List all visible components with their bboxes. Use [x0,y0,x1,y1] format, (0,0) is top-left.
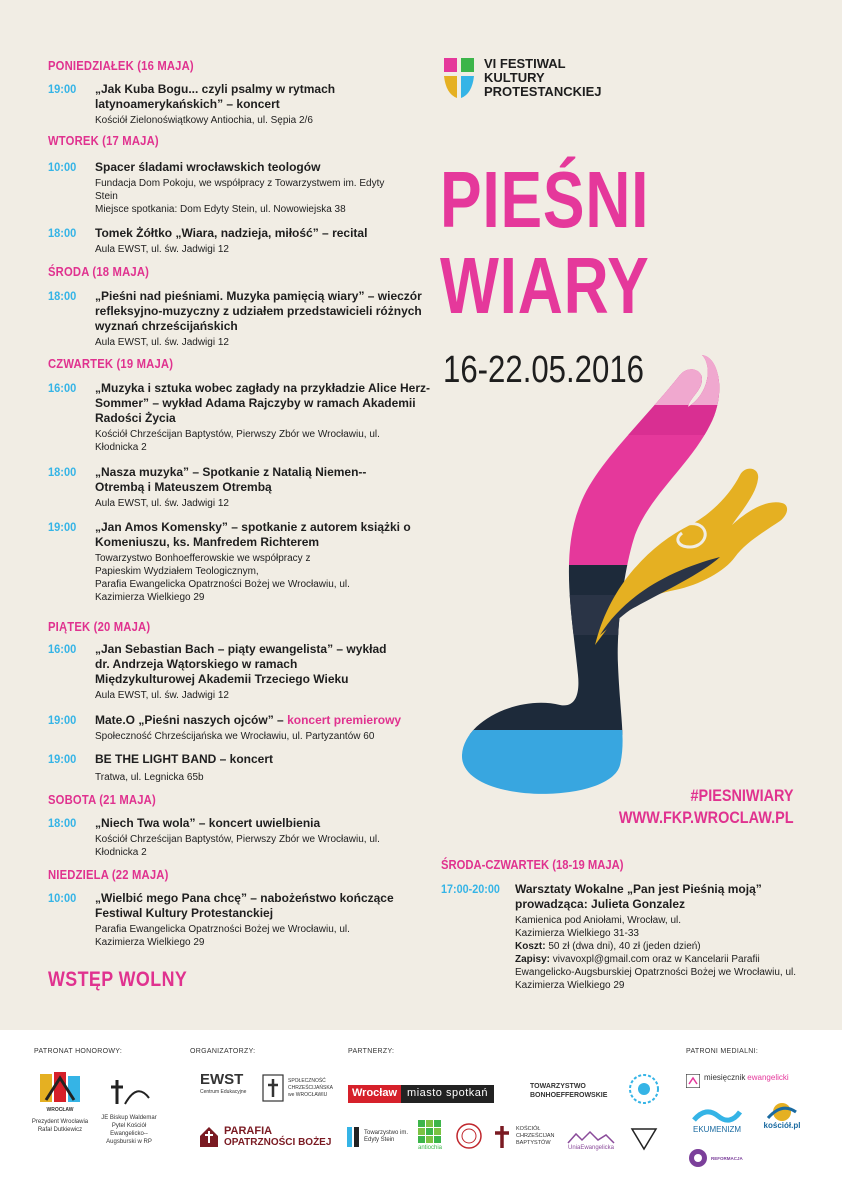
bonhoeffer-partner: TOWARZYSTWO BONHOEFFEROWSKIE [530,1083,608,1099]
event-organizer: Towarzystwo Bonhoefferowskie we współpracy z Papieskim Wydziałem Teologicznym, [95,553,311,577]
organizers-heading: ORGANIZATORZY: [190,1048,256,1055]
patron-wroclaw-caption: Prezydent Wrocławia Rafał Dutkiewicz [31,1119,89,1133]
event-title: „Wielbić mego Pana chcę” – nabożeństwo kończące Festiwal Kultury Protestanckiej [95,891,394,920]
event-title: „Muzyka i sztuka wobec zagłady na przykładzie Alice Herz-Sommer” – wykład Adama Rajczyby w ramach Akademii Radości Życia [95,381,430,425]
parafia-logo-text: PARAFIA [224,1125,273,1137]
social-links [619,785,794,829]
ekumenizm-wave-icon [692,1104,742,1126]
partners-heading: PARTNERZY: [348,1048,395,1055]
event-location: Kościół Chrześcijan Baptystów, Pierwszy Zbór we Wrocławiu, ul. Kłodnicka 2 [95,429,380,453]
sponsors-footer [0,1030,842,1191]
workshop-day-heading: ŚRODA-CZWARTEK (18-19 MAJA) [441,858,624,872]
event-title: „Niech Twa wola” – koncert uwielbienia [95,816,321,830]
event-location: Miejsce spotkania: Dom Edyty Stein, ul. Nowowiejska 38 [95,204,346,215]
patron-wroclaw-logo-text: WROCŁAW [46,1107,74,1113]
day-heading-friday: PIĄTEK (20 MAJA) [48,620,151,634]
event-title: „Jan Amos Komensky” – spotkanie z autorem książki o Komeniuszu, ks. Manfredem Richterem [95,520,411,549]
day-heading-saturday: SOBOTA (21 MAJA) [48,793,156,807]
event-time: 16:00 [48,642,77,656]
parafia-church-icon [198,1126,220,1148]
event-time: 19:00 [48,82,77,96]
wroclaw-miasto-spotkan-logo [348,1085,516,1103]
event-location: Aula EWST, ul. św. Jadwigi 12 [95,690,229,701]
ewst-logo-text: EWST [200,1071,244,1088]
miesiecznik-text-b: ewangelicki [747,1073,789,1082]
event-location: Kościół Chrześcijan Baptystów, Pierwszy Zbór we Wrocławiu, ul. Kłodnicka 2 [95,834,380,858]
reformacja-media [688,1148,748,1168]
spolecznosc-logo-text: SPOŁECZNOŚĆ CHRZEŚCIJAŃSKA we WROCŁAWIU [288,1078,333,1098]
event-time: 19:00 [48,752,77,766]
event-time: 18:00 [48,816,77,830]
baptist-text: KOŚCIÓŁ CHRZEŚCIJAN BAPTYSTÓW [516,1126,555,1146]
parafia-organizer [198,1126,338,1148]
event-location: Aula EWST, ul. św. Jadwigi 12 [95,244,229,255]
workshop-signup [515,953,805,992]
church-logo-icon [107,1078,151,1106]
wroclaw-logo-icon [38,1070,82,1106]
free-entry-label: WSTĘP WOLNY [48,968,188,991]
edyta-stein-icon [346,1126,360,1148]
event-location: Tratwa, ul. Legnicka 65b [95,772,204,783]
seal-logo-icon [455,1122,483,1150]
baptist-partner [492,1124,562,1150]
event-time: 10:00 [48,160,77,174]
antiochia-grid-icon [418,1120,442,1144]
workshop-cost-value: 50 zł (dwa dni), 40 zł (jeden dzień) [545,941,701,952]
bonhoeffer-wreath-icon [624,1072,664,1106]
event-title: Tomek Żółtko „Wiara, nadzieja, miłość” – recital [95,226,368,240]
title-line-2: WIARY [440,241,650,330]
bishop-patron [98,1078,160,1146]
edyta-stein-partner [346,1126,412,1148]
event-title: „Nasza muzyka” – Spotkanie z Natalią Niemen--Otrembą i Mateuszem Otrembą [95,465,367,494]
event-time: 19:00 [48,520,77,534]
event-location: Aula EWST, ul. św. Jadwigi 12 [95,337,229,348]
event-title: „Jak Kuba Bogu... czyli psalmy w rytmach latynoamerykańskich” – koncert [95,82,336,111]
day-heading-monday: PONIEDZIAŁEK (16 MAJA) [48,59,194,73]
event-title: „Pieśni nad pieśniami. Muzyka pamięcią wiary” – wieczór refleksyjno-muzyczny z udziałem przedstawicieli różnych wyznań chrześcijańskich [95,289,422,333]
kosciol-pl-icon [764,1102,800,1122]
wroclaw-logo-slogan: miasto spotkań [401,1085,494,1103]
event-time: 10:00 [48,891,77,905]
event-location: Parafia Ewangelicka Opatrzności Bożej we Wrocławiu, ul. Kazimierza Wielkiego 29 [95,579,350,603]
event-title [95,713,435,728]
ewst-organizer [190,1072,250,1096]
event-location: Społeczność Chrześcijańska we Wrocławiu, ul. Partyzantów 60 [95,731,375,742]
logo-line-1: VI FESTIWAL [484,56,566,71]
event-location: Aula EWST, ul. św. Jadwigi 12 [95,498,229,509]
event-location: Parafia Ewangelicka Opatrzności Bożej we Wrocławiu, ul. Kazimierza Wielkiego 29 [95,924,350,948]
logo-line-2: KULTURY [484,70,545,85]
event-organizer: Fundacja Dom Pokoju, we współpracy z Towarzystwem im. Edyty Stein [95,178,385,202]
miesiecznik-text-a: miesięcznik [704,1073,746,1082]
website-link[interactable]: WWW.FKP.WROCLAW.PL [619,808,794,827]
event-time: 18:00 [48,465,77,479]
wroclaw-patron [30,1070,90,1134]
workshop-cost [515,940,805,953]
workshop-signup-label: Zapisy: [515,954,551,965]
parafia-logo-subtext: OPATRZNOŚCI BOŻEJ [224,1137,332,1148]
event-time: 16:00 [48,381,77,395]
patron-bishop-caption: JE Biskup Waldemar Pytel Kościół Ewangelicko--Augsburski w RP [101,1115,157,1145]
event-title: Spacer śladami wrocławskich teologów [95,160,321,174]
antiochia-text: antiochia [417,1145,443,1151]
title-line-1: PIEŚNI [440,155,650,244]
ewst-logo-caption: Centrum Edukacyjne [200,1089,247,1095]
day-heading-tuesday: WTOREK (17 MAJA) [48,134,159,148]
reformacja-icon [688,1148,708,1168]
hashtag[interactable]: #PIESNIWIARY [690,786,794,805]
kosciol-pl-media [754,1102,810,1130]
antiochia-partner [410,1120,450,1152]
event-location: Kościół Zielonoświątkowy Antiochia, ul. Sępia 2/6 [95,115,313,126]
spolecznosc-organizer [262,1074,332,1102]
event-time: 19:00 [48,713,77,727]
event-title-highlight: koncert premierowy [287,713,402,727]
logo-line-3: PROTESTANCKIEJ [484,84,602,99]
reformacja-text: REFORMACJA [711,1156,743,1161]
festival-cross-logo-icon [442,56,476,100]
unia-text: UniaEwangelicka [567,1145,615,1151]
workshop-signup-value: vivavoxpl@gmail.com oraz w Kancelarii Parafii Ewangelicko-Augsburskiej Opatrzności Bożej we Wrocławiu, ul. Kazimierza Wielkiego 29 [515,954,797,991]
triangle-logo-icon [630,1125,658,1153]
event-title: BE THE LIGHT BAND – koncert [95,752,274,766]
wroclaw-logo-word: Wrocław [348,1085,401,1103]
ekumenizm-media [686,1104,748,1134]
day-heading-thursday: CZWARTEK (19 MAJA) [48,357,174,371]
miesiecznik-icon [686,1074,700,1088]
music-note-hands-illustration-icon [440,335,820,815]
edyta-stein-text: Towarzystwo im. Edyty Stein [364,1130,409,1143]
workshop-cost-label: Koszt: [515,941,546,952]
day-heading-sunday: NIEDZIELA (22 MAJA) [48,868,169,882]
unia-church-skyline-icon [566,1130,616,1144]
ekumenizm-text: EKUMENIZM [693,1125,741,1134]
baptist-cross-icon [492,1124,512,1150]
unia-ewangelicka-partner [562,1130,620,1152]
media-patrons-heading: PATRONI MEDIALNI: [686,1048,759,1055]
patronage-heading: PATRONAT HONOROWY: [34,1048,123,1055]
workshop-time: 17:00-20:00 [441,882,500,896]
festival-logo-text [484,57,602,99]
event-title-text: Mate.O „Pieśni naszych ojców” – [95,713,288,727]
workshop-place: Kamienica pod Aniołami, Wrocław, ul. Kazimierza Wielkiego 31-33 [515,915,682,939]
festival-dates: 16-22.05.2016 [443,349,644,391]
workshop-title: Warsztaty Wokalne „Pan jest Pieśnią moją” prowadząca: Julieta Gonzalez [515,882,762,911]
event-time: 18:00 [48,226,77,240]
kosciol-pl-text: kościół.pl [763,1121,801,1130]
event-time: 18:00 [48,289,77,303]
spolecznosc-cross-icon [262,1074,284,1102]
day-heading-wednesday: ŚRODA (18 MAJA) [48,265,150,279]
event-title: „Jan Sebastian Bach – piąty ewangelista” – wykład dr. Andrzeja Wątorskiego w ramach Międzykulturowej Akademii Trzeciego Wieku [95,642,387,686]
miesiecznik-media [686,1074,806,1088]
